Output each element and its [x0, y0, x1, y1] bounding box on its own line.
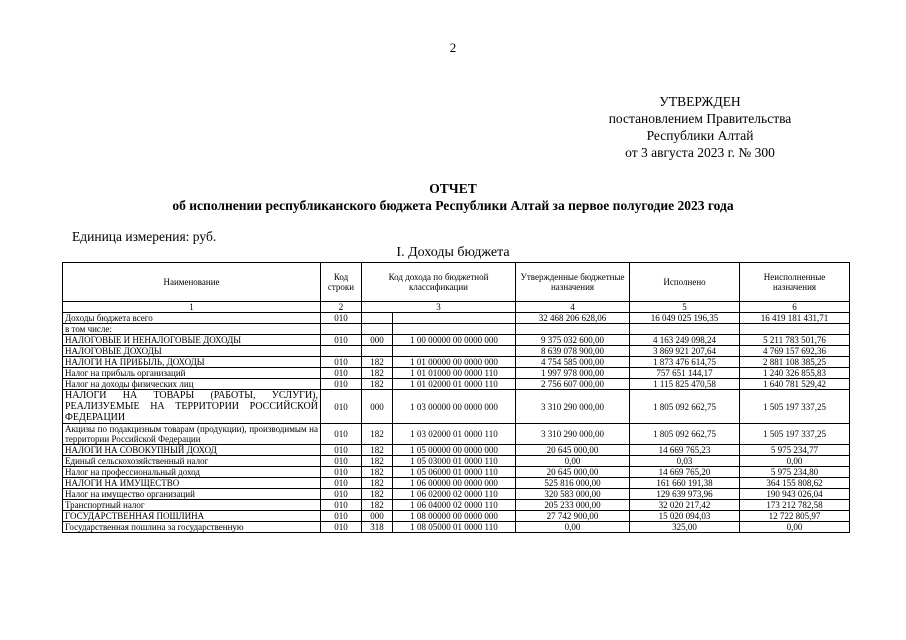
- cell-code: 1 03 02000 01 0000 110: [393, 424, 516, 445]
- cell-approved: 3 310 290 000,00: [516, 390, 630, 424]
- cell-unexecuted: 0,00: [740, 522, 850, 533]
- column-number: 3: [362, 302, 516, 313]
- cell-executed: 32 020 217,42: [630, 500, 740, 511]
- header-line-code: Код строки: [321, 263, 362, 302]
- cell-line: 010: [321, 522, 362, 533]
- cell-executed: 15 020 094,03: [630, 511, 740, 522]
- cell-approved: 32 468 206 628,06: [516, 313, 630, 324]
- cell-name: НАЛОГИ НА СОВОКУПНЫЙ ДОХОД: [63, 445, 321, 456]
- cell-approved: 205 233 000,00: [516, 500, 630, 511]
- cell-approved: 3 310 290 000,00: [516, 424, 630, 445]
- cell-code: 1 00 00000 00 0000 000: [393, 335, 516, 346]
- column-number: 1: [63, 302, 321, 313]
- cell-unexecuted: 16 419 181 431,71: [740, 313, 850, 324]
- cell-code: [393, 324, 516, 335]
- cell-executed: 1 115 825 470,58: [630, 379, 740, 390]
- cell-approved: 0,00: [516, 456, 630, 467]
- table-row: [63, 467, 850, 478]
- cell-admin: 182: [362, 478, 393, 489]
- cell-executed: 3 869 921 207,64: [630, 346, 740, 357]
- cell-admin: 182: [362, 500, 393, 511]
- cell-approved: 525 816 000,00: [516, 478, 630, 489]
- cell-admin: 182: [362, 368, 393, 379]
- cell-unexecuted: 364 155 808,62: [740, 478, 850, 489]
- cell-executed: 4 163 249 098,24: [630, 335, 740, 346]
- cell-approved: [516, 324, 630, 335]
- cell-code: 1 01 02000 01 0000 110: [393, 379, 516, 390]
- cell-unexecuted: 1 640 781 529,42: [740, 379, 850, 390]
- table-row: [63, 522, 850, 533]
- cell-code: 1 05 03000 01 0000 110: [393, 456, 516, 467]
- cell-approved: 20 645 000,00: [516, 467, 630, 478]
- column-number: 6: [740, 302, 850, 313]
- cell-name: НАЛОГИ НА ИМУЩЕСТВО: [63, 478, 321, 489]
- cell-executed: 14 669 765,20: [630, 467, 740, 478]
- cell-name: НАЛОГОВЫЕ И НЕНАЛОГОВЫЕ ДОХОДЫ: [63, 335, 321, 346]
- cell-approved: 8 639 078 900,00: [516, 346, 630, 357]
- cell-code: 1 06 02000 02 0000 110: [393, 489, 516, 500]
- cell-name: Транспортный налог: [63, 500, 321, 511]
- cell-admin: 182: [362, 489, 393, 500]
- cell-name: Налог на профессиональный доход: [63, 467, 321, 478]
- cell-admin: 182: [362, 424, 393, 445]
- header-executed: Исполнено: [630, 263, 740, 302]
- cell-admin: 182: [362, 357, 393, 368]
- table-row: [63, 478, 850, 489]
- cell-executed: 325,00: [630, 522, 740, 533]
- cell-unexecuted: 190 943 026,04: [740, 489, 850, 500]
- table-row: [63, 324, 850, 335]
- header-income-code: Код дохода по бюджетной классификации: [362, 263, 516, 302]
- cell-line: 010: [321, 368, 362, 379]
- cell-unexecuted: 1 505 197 337,25: [740, 424, 850, 445]
- cell-executed: [630, 324, 740, 335]
- cell-code: 1 05 00000 00 0000 000: [393, 445, 516, 456]
- cell-name: в том числе:: [63, 324, 321, 335]
- report-title: [0, 180, 906, 214]
- table-row: [63, 489, 850, 500]
- table-row: [63, 368, 850, 379]
- unit-of-measure: Единица измерения: руб.: [72, 229, 217, 244]
- cell-executed: 0,03: [630, 456, 740, 467]
- approval-line: УТВЕРЖДЕН: [659, 94, 741, 109]
- approval-line: от 3 августа 2023 г. № 300: [625, 145, 775, 160]
- cell-code: 1 06 04000 02 0000 110: [393, 500, 516, 511]
- cell-executed: 16 049 025 196,35: [630, 313, 740, 324]
- table-column-number-row: [63, 302, 850, 313]
- table-row: [63, 445, 850, 456]
- cell-line: [321, 324, 362, 335]
- cell-code: [393, 346, 516, 357]
- cell-unexecuted: [740, 324, 850, 335]
- approval-line: постановлением Правительства: [608, 111, 792, 126]
- column-number: 5: [630, 302, 740, 313]
- table-row: [63, 346, 850, 357]
- table-header-row: [63, 263, 850, 302]
- approval-line: Республики Алтай: [646, 128, 754, 143]
- cell-admin: [362, 324, 393, 335]
- cell-code: [393, 313, 516, 324]
- table-row: [63, 313, 850, 324]
- cell-approved: 27 742 900,00: [516, 511, 630, 522]
- cell-name: Налог на имущество организаций: [63, 489, 321, 500]
- cell-admin: 182: [362, 456, 393, 467]
- cell-line: 010: [321, 467, 362, 478]
- income-table: [62, 262, 850, 533]
- cell-name: Акцизы по подакцизным товарам (продукции), производимым на территории Российской Федерации: [63, 424, 321, 445]
- cell-line: 010: [321, 511, 362, 522]
- cell-admin: [362, 346, 393, 357]
- cell-name: Доходы бюджета всего: [63, 313, 321, 324]
- cell-line: 010: [321, 335, 362, 346]
- cell-admin: 000: [362, 511, 393, 522]
- cell-line: [321, 346, 362, 357]
- cell-unexecuted: 5 975 234,77: [740, 445, 850, 456]
- cell-line: 010: [321, 500, 362, 511]
- report-title-line1: ОТЧЕТ: [429, 181, 477, 196]
- cell-name: НАЛОГИ НА ТОВАРЫ (РАБОТЫ, УСЛУГИ), РЕАЛИЗУЕМЫЕ НА ТЕРРИТОРИИ РОССИЙСКОЙ ФЕДЕРАЦИИ: [63, 390, 321, 424]
- cell-executed: 161 660 191,38: [630, 478, 740, 489]
- cell-executed: 1 873 476 614,75: [630, 357, 740, 368]
- cell-line: 010: [321, 357, 362, 368]
- cell-admin: 182: [362, 445, 393, 456]
- cell-code: 1 01 00000 00 0000 000: [393, 357, 516, 368]
- page-number: 2: [449, 40, 457, 55]
- cell-approved: 1 997 978 000,00: [516, 368, 630, 379]
- column-number: 2: [321, 302, 362, 313]
- cell-unexecuted: 12 722 805,97: [740, 511, 850, 522]
- cell-line: 010: [321, 478, 362, 489]
- cell-unexecuted: 2 881 108 385,25: [740, 357, 850, 368]
- cell-code: 1 01 01000 00 0000 110: [393, 368, 516, 379]
- cell-name: Государственная пошлина за государственную: [63, 522, 321, 533]
- cell-line: 010: [321, 445, 362, 456]
- header-approved: Утвержденные бюджетные назначения: [516, 263, 630, 302]
- cell-name: НАЛОГОВЫЕ ДОХОДЫ: [63, 346, 321, 357]
- header-name: Наименование: [63, 263, 321, 302]
- cell-name: НАЛОГИ НА ПРИБЫЛЬ, ДОХОДЫ: [63, 357, 321, 368]
- table-row: [63, 456, 850, 467]
- cell-executed: 757 651 144,17: [630, 368, 740, 379]
- cell-executed: 129 639 973,96: [630, 489, 740, 500]
- cell-line: 010: [321, 489, 362, 500]
- cell-code: 1 05 06000 01 0000 110: [393, 467, 516, 478]
- cell-admin: 000: [362, 390, 393, 424]
- column-number: 4: [516, 302, 630, 313]
- cell-approved: 320 583 000,00: [516, 489, 630, 500]
- cell-line: 010: [321, 390, 362, 424]
- header-unexecuted: Неисполненные назначения: [740, 263, 850, 302]
- cell-approved: 9 375 032 600,00: [516, 335, 630, 346]
- cell-approved: 20 645 000,00: [516, 445, 630, 456]
- cell-admin: 182: [362, 379, 393, 390]
- table-row: [63, 390, 850, 424]
- cell-line: 010: [321, 379, 362, 390]
- cell-admin: [362, 313, 393, 324]
- cell-admin: 000: [362, 335, 393, 346]
- table-row: [63, 511, 850, 522]
- cell-admin: 318: [362, 522, 393, 533]
- cell-line: 010: [321, 313, 362, 324]
- cell-code: 1 06 00000 00 0000 000: [393, 478, 516, 489]
- cell-unexecuted: 173 212 782,58: [740, 500, 850, 511]
- table-row: [63, 500, 850, 511]
- cell-name: ГОСУДАРСТВЕННАЯ ПОШЛИНА: [63, 511, 321, 522]
- cell-name: Единый сельскохозяйственный налог: [63, 456, 321, 467]
- report-title-line2: об исполнении республиканского бюджета Республики Алтай за первое полугодие 2023 года: [172, 198, 734, 213]
- section-title: I. Доходы бюджета: [396, 245, 510, 260]
- table-body: [63, 313, 850, 533]
- table-row: [63, 357, 850, 368]
- cell-name: Налог на доходы физических лиц: [63, 379, 321, 390]
- cell-code: 1 08 05000 01 0000 110: [393, 522, 516, 533]
- cell-unexecuted: 5 975 234,80: [740, 467, 850, 478]
- cell-unexecuted: 1 505 197 337,25: [740, 390, 850, 424]
- cell-code: 1 08 00000 00 0000 000: [393, 511, 516, 522]
- cell-code: 1 03 00000 00 0000 000: [393, 390, 516, 424]
- table-row: [63, 379, 850, 390]
- cell-line: 010: [321, 424, 362, 445]
- approval-block: [560, 93, 840, 161]
- cell-name: Налог на прибыль организаций: [63, 368, 321, 379]
- cell-approved: 2 756 607 000,00: [516, 379, 630, 390]
- cell-executed: 1 805 092 662,75: [630, 390, 740, 424]
- table-row: [63, 424, 850, 445]
- cell-unexecuted: 1 240 326 855,83: [740, 368, 850, 379]
- cell-line: 010: [321, 456, 362, 467]
- cell-unexecuted: 5 211 783 501,76: [740, 335, 850, 346]
- cell-executed: 14 669 765,23: [630, 445, 740, 456]
- cell-executed: 1 805 092 662,75: [630, 424, 740, 445]
- cell-approved: 4 754 585 000,00: [516, 357, 630, 368]
- table-row: [63, 335, 850, 346]
- cell-unexecuted: 4 769 157 692,36: [740, 346, 850, 357]
- cell-admin: 182: [362, 467, 393, 478]
- cell-approved: 0,00: [516, 522, 630, 533]
- cell-unexecuted: 0,00: [740, 456, 850, 467]
